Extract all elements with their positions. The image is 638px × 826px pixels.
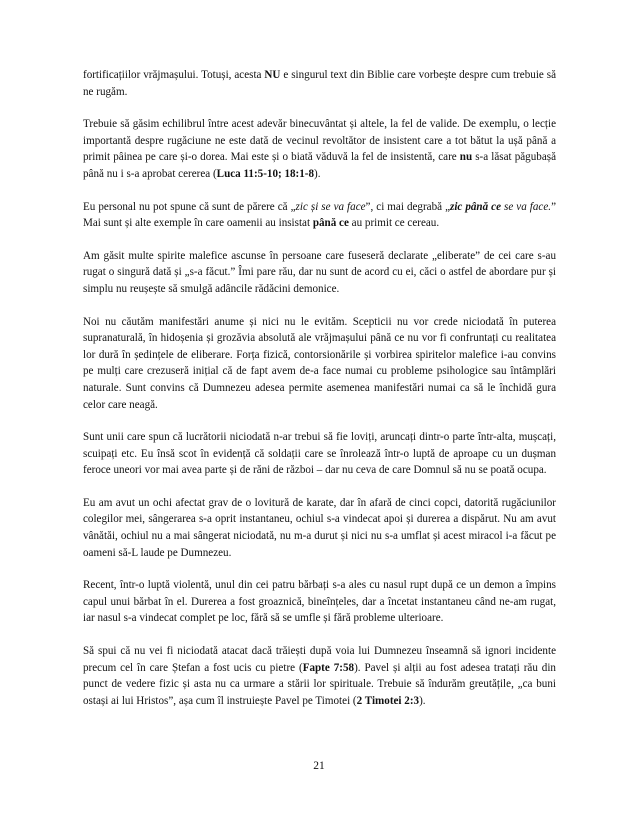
text-run: ”, ci mai degrabă „ — [365, 200, 450, 213]
emphasis-bold: nu — [459, 151, 473, 164]
paragraph-9 — [83, 643, 556, 709]
text-run: Să spui că nu vei fi niciodată atacat dacă trăiești după voia lui Dumnezeu înseamnă să ignori incidente precum cel în care Ștefan a fost ucis cu pietre ( — [83, 645, 556, 674]
text-run: ” Mai sunt și alte exemple în care oamenii au insistat — [83, 200, 556, 230]
emphasis-bold: NU — [264, 69, 281, 81]
text-run: au primit ce cereau. — [348, 217, 440, 230]
scripture-reference: Luca 11:5-10; 18:1-8 — [216, 167, 315, 180]
page-number: 21 — [313, 760, 325, 772]
text-run: Trebuie să găsim echilibrul între acest adevăr binecuvântat și altele, la fel de valide. De exemplu, o lecție importantă despre rugăciune ne este dată de vecinul revoltător de insistent care a tot bătut la ușă până a primit pâinea pe care și-o dorea. Mai este și o biată văduvă la fel de insistentă, care — [83, 118, 556, 164]
emphasis-bold-italic: zic până ce — [450, 200, 502, 213]
scripture-reference: Fapte 7:58 — [302, 661, 355, 674]
paragraph-2 — [83, 116, 556, 182]
text-run: Eu personal nu pot spune că sunt de părere că „ — [83, 200, 296, 213]
paragraph-3 — [83, 199, 556, 232]
scripture-reference: 2 Timotei 2:3 — [356, 694, 420, 707]
text-run: ). — [419, 694, 426, 707]
paragraph-5: Noi nu căutăm manifestări anume și nici nu le evităm. Scepticii nu vor crede niciodată în puterea supranaturală, în hidoșenia și grozăvia absolută ale vrăjmașului până ce nu vor fi confruntați cu realitatea lor dură în ședințele de eliberare. Forța fizică, contorsionările și vorbirea spiritelor malefice i-au convins pe mulți care crezuseră inițial că de fapt avem de-a face numai cu probleme psihologice sau întâmplări naturale. Sunt convins că Dumnezeu adesea permite asemenea manifestări numai ca să le închidă gura celor care neagă. — [83, 315, 556, 411]
emphasis-italic: zic și se va face — [295, 200, 366, 213]
text-run: s-a lăsat păgubașă până nu i s-a aprobat cererea ( — [83, 151, 556, 180]
paragraph-6: Sunt unii care spun că lucrătorii niciodată n-ar trebui să fie loviți, aruncați dintr-o parte într-alta, mușcați, scuipați etc. Eu însă scot în evidență că soldații care se înrolează într-o luptă de aproape cu un dușman feroce uneori vor mai avea parte și de răni de război – dar nu ceva de care Domnul să nu se poată ocupa. — [83, 431, 556, 477]
text-run: fortificațiilor vrăjmașului. Totuși, acesta — [83, 69, 265, 81]
paragraph-4: Am găsit multe spirite malefice ascunse în persoane care fuseseră declarate „eliberate” de cei care s-au rugat o singură dată și „s-a făcut.” Îmi pare rău, dar nu sunt de acord cu ei, căci o astfel de abordare pur și simplu nu reușește să smulgă adâncile rădăcini demonice. — [83, 249, 556, 295]
emphasis-italic: se va face. — [501, 200, 552, 213]
text-run: ). Pavel și alții au fost adesea tratați rău din punct de vedere fizic și asta nu ca urmare a stării lor spirituale. Trebuie să îndurăm greutățile, „ca buni ostași ai lui Hristos”, așa cum îl instruiește Pavel pe Timotei ( — [83, 661, 556, 707]
paragraph-7: Eu am avut un ochi afectat grav de o lovitură de karate, dar în afară de cinci copci, datorită rugăciunilor colegilor mei, sângerarea s-a oprit instantaneu, ochiul s-a vindecat apoi și durerea a dispărut. Nu am avut vânătăi, ochiul nu a mai sângerat niciodată, nu m-a durut și nici nu s-a umflat și acest miracol i-a făcut pe oameni să-L laude pe Dumnezeu. — [83, 496, 556, 559]
page-body — [83, 67, 556, 725]
text-run: e singurul text din Biblie care vorbește despre cum trebuie să ne rugăm. — [83, 69, 556, 98]
paragraph-8: Recent, într-o luptă violentă, unul din cei patru bărbați s-a ales cu nasul rupt după ce un demon a împins capul unui bărbat în el. Durerea a fost groaznică, bineînțeles, dar a încetat instantaneu când ne-am rugat, iar nasul s-a vindecat complet pe loc, fără să se umfle și fără probleme ulterioare. — [83, 579, 556, 625]
paragraph-1 — [83, 67, 556, 100]
emphasis-bold: până ce — [312, 217, 349, 230]
text-run: ). — [314, 167, 321, 180]
